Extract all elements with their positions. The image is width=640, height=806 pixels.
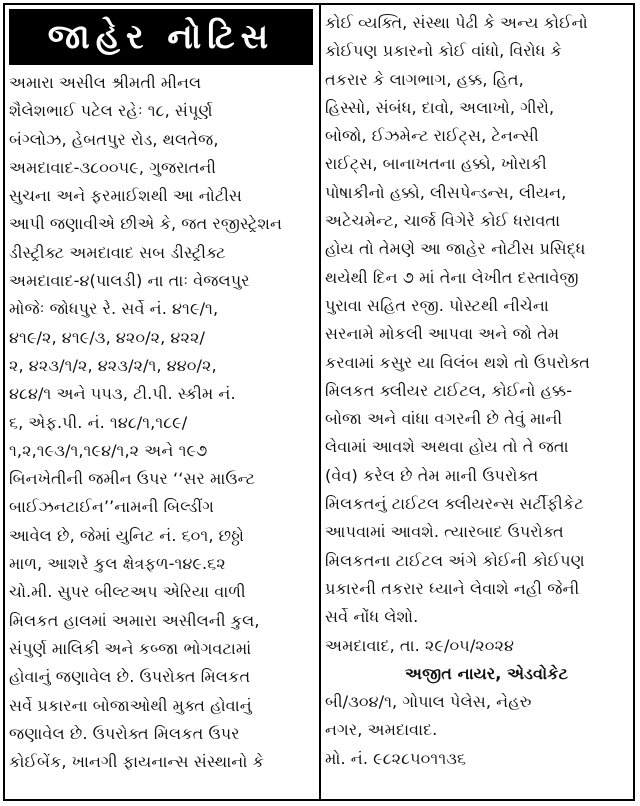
right-line-13: કરવામાં કસુર યા વિલંબ થશે તો ઉપરોક્ત bbox=[325, 352, 590, 372]
left-line-17: આવેલ છે, જેમાં યુનિટ નં. ૬૦૧, છઠ્ઠો bbox=[9, 525, 244, 545]
right-line-2: કોઈપણ પ્રકારનો કોઈ વાંધો, વિરોધ કે bbox=[325, 41, 562, 61]
right-line-22: સર્વે નોંધ લેશો. bbox=[325, 607, 419, 627]
address-line-2: નગર, અમદાવાદ. bbox=[325, 720, 438, 740]
left-line-10: ૪૧૯/૨, ૪૧૯/૩, ૪૨૦/૨, ૪૨૨/ bbox=[9, 327, 205, 347]
left-line-24: જણાવેલ છે. ઉપરોક્ત મિલકત ઉપર bbox=[9, 723, 240, 743]
right-line-15: બોજા અને વાંધા વગરની છે તેવું માની bbox=[325, 409, 563, 429]
left-line-14: ૧,૨,૧૯૩/૧,૧૯૪/૧,૨ અને ૧૯૭ bbox=[9, 440, 208, 460]
right-line-1: કોઈ વ્યક્તિ, સંસ્થા પેઢી કે અન્ય કોઈનો bbox=[325, 13, 588, 32]
right-line-20: મિલકતના ટાઈટલ અંગે કોઈની કોઈપણ bbox=[325, 550, 585, 570]
left-line-16: બાઈઝનટાઈન’’નામની બિલ્ડીંગ bbox=[9, 497, 214, 517]
public-notice bbox=[3, 3, 635, 801]
left-line-7: ડીસ્ટ્રીક્ટ અમદાવાદ સબ ડીસ્ટ્રીક્ટ bbox=[9, 242, 226, 262]
left-line-6: આપી જણાવીએ છીએ કે, જત રજીસ્ટ્રેશન bbox=[9, 214, 283, 234]
right-line-11: પુરાવા સહિત રજી. પોસ્ટથી નીચેના bbox=[325, 295, 549, 315]
right-line-5: બોજો, ઈઝમેન્ટ રાઈટ્સ, ટેનન્સી bbox=[325, 126, 539, 146]
left-line-13: ૬, એફ.પી. નં. ૧૪૮/૧,૧૮૯/ bbox=[9, 412, 188, 432]
left-line-5: સુચના અને ફરમાઈશથી આ નોટીસ bbox=[9, 186, 243, 206]
right-column bbox=[325, 9, 635, 773]
left-line-12: ૪૮૪/૧ અને ૫૫૩, ટી.પી. સ્કીમ નં. bbox=[9, 384, 236, 404]
column-divider bbox=[319, 5, 321, 799]
right-line-19: આપવામાં આવશે. ત્યારબાદ ઉપરોક્ત bbox=[325, 522, 564, 542]
right-line-17: (વેવ) કરેલ છે તેમ માની ઉપરોક્ત bbox=[325, 465, 539, 485]
left-line-25: કોઈબેંક, ખાનગી ફાયનાન્સ સંસ્થાનો કે bbox=[9, 752, 264, 772]
right-line-7: પોષાકીનો હક્કો, લીસપેન્ડન્સ, લીયન, bbox=[325, 182, 567, 202]
right-line-12: સરનામે મોકલી આપવા અને જો તેમ bbox=[325, 324, 560, 344]
right-line-4: હિસ્સો, સંબંધ, દાવો, અલાખો, ગીરો, bbox=[325, 97, 555, 117]
mobile-number: મો. નં. ૯૮૨૮૫૦૧૧૩૬ bbox=[325, 748, 467, 768]
right-line-9: હોય તો તેમણે આ જાહેર નોટીસ પ્રસિદ્ધ bbox=[325, 239, 586, 259]
left-line-15: બિનખેતીની જમીન ઉપર ‘‘સર માઉન્ટ bbox=[9, 469, 256, 489]
left-line-8: અમદાવાદ-૪(પાલડી) ના તાઃ વેજલપુર bbox=[9, 271, 250, 291]
left-line-18: માળ, આશરે કુલ ક્ષેત્રફળ-૧૪૯.૬૨ bbox=[9, 554, 226, 574]
right-line-16: લેવામાં આવશે અથવા હોય તો તે જતા bbox=[325, 437, 569, 457]
left-line-2: શૈલેશભાઈ પટેલ રહેઃ ૧૮, સંપૂર્ણ bbox=[9, 101, 213, 121]
right-line-10: થયેથી દિન ૭ માં તેના લેખીત દસ્તાવેજી bbox=[325, 267, 579, 287]
right-line-18: મિલકતનું ટાઈટલ ક્લીયરન્સ સર્ટીફીકેટ bbox=[325, 494, 584, 514]
left-column bbox=[9, 69, 315, 776]
right-line-14: મિલકત ક્લીયર ટાઈટલ, કોઈનો હક્ક- bbox=[325, 380, 573, 400]
advocate-name: અજીત નાયર, એડવોકેટ bbox=[405, 663, 569, 683]
notice-date: અમદાવાદ, તા. ૨૯/૦૫/૨૦૨૪ bbox=[325, 635, 515, 655]
address-line-1: બી/૩૦૪/૧, ગોપાલ પેલેસ, નેહરુ bbox=[325, 692, 532, 712]
left-line-23: સર્વે પ્રકારના બોજાઓથી મુક્ત હોવાનું bbox=[9, 695, 252, 715]
left-line-21: સંપુર્ણ માલિકી અને કબ્જા ભોગવટામાં bbox=[9, 638, 252, 658]
right-line-3: તકરાર કે લાગભાગ, હક્ક, હિત, bbox=[325, 69, 524, 89]
right-line-6: રાઈટ્સ, બાનાખતના હક્કો, ખોરાકી bbox=[325, 154, 547, 174]
right-line-8: અટેચમેન્ટ, ચાર્જ વિગેરે કોઈ ધરાવતા bbox=[325, 211, 561, 231]
left-line-22: હોવાનું જણાવેલ છે. ઉપરોક્ત મિલકત bbox=[9, 667, 251, 687]
left-line-20: મિલકત હાલમાં અમારા અસીલની કુલ, bbox=[9, 610, 260, 630]
left-line-3: બંગ્લોઝ, હેબતપુર રોડ, થલતેજ, bbox=[9, 129, 219, 149]
left-line-4: અમદાવાદ-૩૮૦૦૫૯, ગુજરાતની bbox=[9, 157, 217, 177]
left-line-1: અમારા અસીલ શ્રીમતી મીનલ bbox=[9, 73, 202, 92]
left-line-19: ચો.મી. સુપર બીલ્ટઅપ એરિયા વાળી bbox=[9, 582, 246, 602]
notice-title: જાહેર નોટિસ bbox=[9, 9, 313, 65]
right-line-21: પ્રકારની તકરાર ધ્યાને લેવાશે નહી જેની bbox=[325, 578, 580, 598]
left-line-11: ૨, ૪૨૩/૧/૨, ૪૨૩/૨/૧, ૪૪૦/૨, bbox=[9, 355, 217, 375]
left-line-9: મોજેઃ જોધપુર રે. સર્વે નં. ૪૧૯/૧, bbox=[9, 299, 219, 319]
